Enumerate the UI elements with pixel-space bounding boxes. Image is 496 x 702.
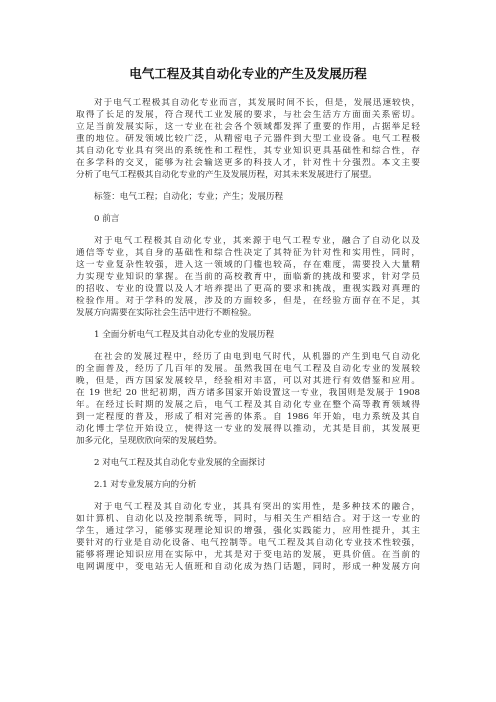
body-line: 在社会的发展过程中，经历了由电到电气时代，从机器的产生到电气自动化 [94,352,420,362]
body-line: 电网调度中，变电站无人值班和自动化成为热门话题，同时，形成一种发展方向 [76,562,420,572]
abstract-line: 在多学科的交叉，能够为社会输送更多的科技人才，针对性十分强烈。本文主要 [76,158,420,168]
body-line: 要针对的行业是自动化设备、电气控制等。电气工程及其自动化专业技术性较强， [76,538,420,548]
body-line: 检验作用。对于学科的发展，涉及的方面较多，但是，在经验方面存在不足，其 [76,296,420,306]
section-heading-1: 1 全面分析电气工程及其自动化专业的发展历程 [94,330,275,340]
body-line: 对于电气工程及其自动化专业，其具有突出的实用性，是多种技术的融合， [94,502,420,512]
abstract-line: 对于电气工程极其自动化专业而言，其发展时间不长，但是，发展迅速较快， [94,98,420,108]
abstract-line: 立足当前发展实际，这一专业在社会各个领域都发挥了重要的作用，占据举足轻 [76,122,420,132]
abstract-line: 分析了电气工程极其自动化专业的产生及发展历程，对其未来发展进行了展望。 [76,170,377,180]
keywords-line: 标签：电气工程；自动化；专业；产生；发展历程 [94,192,284,202]
body-line: 发展方向需要在实际社会生活中进行不断检验。 [76,308,257,318]
body-line: 年。在经过长时期的发展之后，电气工程及其自动化专业在整个高等教育领域得 [76,400,420,410]
body-line: 动化博士学位开始设立，使得这一专业的发展得以推动，尤其是目前，其发展更 [76,424,420,434]
body-line: 力实现专业知识的掌握。在当前的高校教育中，面临新的挑战和要求，针对学员 [76,272,420,282]
body-line: 晚，但是，西方国家发展较早，经验相对丰富，可以对其进行有效借鉴和应用。 [76,376,420,386]
body-line: 学生，通过学习，能够实现理论知识的增强，强化实践能力，应用性提升，其主 [76,526,420,536]
section-heading-2: 2 对电气工程及其自动化专业发展的全面探讨 [94,458,266,468]
body-line: 对于电气工程极其自动化专业，其来源于电气工程专业，融合了自动化以及 [94,236,420,246]
body-line: 这一专业复杂性较强，进入这一领域的门槛也较高，存在难度，需要投入大量精 [76,260,420,270]
section-heading-2-1: 2.1 对专业发展方向的分析 [94,480,197,490]
section-heading-preface: 0 前言 [94,214,120,224]
body-line: 在 19 世纪 20 世纪初期，西方诸多国家开始设置这一专业，我国则是发展于 1908 [76,388,420,398]
body-line: 的全面普及，经历了几百年的发展。虽然我国在电气工程及自动化专业的发展较 [76,364,420,374]
body-line: 加多元化，呈现欣欣向荣的发展趋势。 [76,436,223,446]
body-line: 能够将理论知识应用在实际中，尤其是对于变电站的发展，更具价值。在当前的 [76,550,420,560]
abstract-line: 其自动化专业具有突出的系统性和工程性，其专业知识更具基础性和综合性，存 [76,146,420,156]
body-line: 如计算机、自动化以及控制系统等，同时，与相关生产相结合。对于这一专业的 [76,514,420,524]
abstract-line: 重的地位。研发领域比较广泛，从精密电子元器件到大型工业设备。电气工程极 [76,134,420,144]
body-line: 到一定程度的普及，形成了相对完善的体系。自 1986 年开始，电力系统及其自 [76,412,420,422]
body-line: 的招收、专业的设置以及人才培养提出了更高的要求和挑战，重视实践对真理的 [76,284,420,294]
body-line: 通信等专业，其自身的基础性和综合性决定了其特征为针对性和实用性，同时， [76,248,420,258]
document-title: 电气工程及其自动化专业的产生及发展历程 [129,66,367,81]
abstract-line: 取得了长足的发展，符合现代工业发展的要求，与社会生活方方面面关系密切。 [76,110,420,120]
